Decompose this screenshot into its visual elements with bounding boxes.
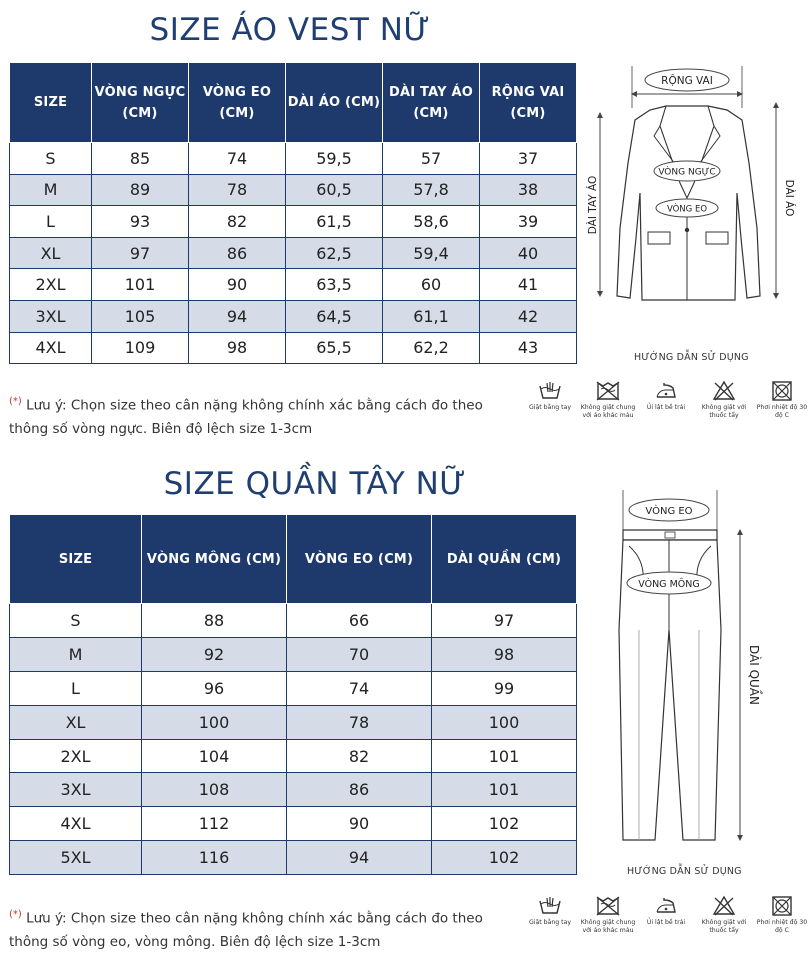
care-label: Ủi lật bề trái xyxy=(646,404,686,411)
care-label: Giặt bằng tay xyxy=(528,919,572,926)
table-row xyxy=(10,604,577,638)
size-cell: 4XL xyxy=(10,332,92,364)
care-label: Phơi nhiệt độ 30 độ C xyxy=(756,404,808,419)
table-row xyxy=(10,637,577,671)
measure-cell: 59,4 xyxy=(383,237,480,269)
vest-care-instructions xyxy=(521,380,811,420)
care-label: Giặt bằng tay xyxy=(528,404,572,411)
size-cell: 3XL xyxy=(10,773,142,807)
table-row xyxy=(10,705,577,739)
measure-cell: 58,6 xyxy=(383,206,480,238)
pants-size-table xyxy=(9,514,577,875)
column-header: VÒNG EO (CM) xyxy=(189,63,286,143)
hand-wash-icon xyxy=(521,895,579,917)
column-header: DÀI ÁO (CM) xyxy=(286,63,383,143)
column-header: VÒNG EO (CM) xyxy=(287,515,432,604)
measure-cell: 90 xyxy=(287,807,432,841)
measure-cell: 74 xyxy=(189,143,286,175)
table-row xyxy=(10,773,577,807)
note-asterisk: (*) xyxy=(9,396,22,407)
size-cell: 4XL xyxy=(10,807,142,841)
size-cell: 2XL xyxy=(10,739,142,773)
measure-cell: 86 xyxy=(189,237,286,269)
table-row xyxy=(10,174,577,206)
length-label: DÀI ÁO xyxy=(783,179,795,217)
measure-cell: 78 xyxy=(287,705,432,739)
measure-cell: 40 xyxy=(480,237,577,269)
measure-cell: 59,5 xyxy=(286,143,383,175)
measure-cell: 57,8 xyxy=(383,174,480,206)
care-label: Ủi lật bề trái xyxy=(646,919,686,926)
measure-cell: 98 xyxy=(432,637,577,671)
measure-cell: 100 xyxy=(142,705,287,739)
care-label: Không giặt chung với áo khác màu xyxy=(580,404,636,419)
size-cell: XL xyxy=(10,705,142,739)
table-row xyxy=(10,332,577,364)
note-asterisk: (*) xyxy=(9,909,22,920)
size-cell: XL xyxy=(10,237,92,269)
column-header: VÒNG NGỰC (CM) xyxy=(92,63,189,143)
vest-size-table xyxy=(9,62,577,364)
pants-table-header xyxy=(10,515,577,604)
column-header: RỘNG VAI (CM) xyxy=(480,63,577,143)
low-iron-icon xyxy=(637,380,695,402)
measure-cell: 66 xyxy=(287,604,432,638)
pants-waist-label: VÒNG EO xyxy=(645,506,693,517)
hand-wash-icon xyxy=(521,380,579,402)
size-cell: L xyxy=(10,671,142,705)
measure-cell: 96 xyxy=(142,671,287,705)
measure-cell: 102 xyxy=(432,807,577,841)
measure-cell: 98 xyxy=(189,332,286,364)
table-row xyxy=(10,269,577,301)
measure-cell: 104 xyxy=(142,739,287,773)
column-header: DÀI QUẦN (CM) xyxy=(432,515,577,604)
column-header: DÀI TAY ÁO (CM) xyxy=(383,63,480,143)
pants-care-instructions xyxy=(521,895,811,935)
vest-measure-diagram xyxy=(580,58,795,308)
table-row xyxy=(10,671,577,705)
column-header: SIZE xyxy=(10,63,92,143)
measure-cell: 37 xyxy=(480,143,577,175)
vest-guide-title: HƯỚNG DẪN SỬ DỤNG xyxy=(634,352,749,363)
care-item xyxy=(695,380,753,420)
measure-cell: 70 xyxy=(287,637,432,671)
measure-cell: 100 xyxy=(432,705,577,739)
size-cell: 3XL xyxy=(10,300,92,332)
measure-cell: 82 xyxy=(287,739,432,773)
measure-cell: 97 xyxy=(92,237,189,269)
measure-cell: 112 xyxy=(142,807,287,841)
measure-cell: 42 xyxy=(480,300,577,332)
measure-cell: 92 xyxy=(142,637,287,671)
column-header: SIZE xyxy=(10,515,142,604)
measure-cell: 62,2 xyxy=(383,332,480,364)
size-cell: 5XL xyxy=(10,841,142,875)
measure-cell: 78 xyxy=(189,174,286,206)
measure-cell: 41 xyxy=(480,269,577,301)
care-item xyxy=(695,895,753,935)
measure-cell: 57 xyxy=(383,143,480,175)
shoulder-label: RỘNG VAI xyxy=(661,75,713,87)
measure-cell: 61,5 xyxy=(286,206,383,238)
care-item xyxy=(579,380,637,420)
measure-cell: 101 xyxy=(432,739,577,773)
measure-cell: 90 xyxy=(189,269,286,301)
measure-cell: 39 xyxy=(480,206,577,238)
table-row xyxy=(10,300,577,332)
measure-cell: 99 xyxy=(432,671,577,705)
care-label: Không giặt chung với áo khác màu xyxy=(580,919,636,934)
measure-cell: 116 xyxy=(142,841,287,875)
table-row xyxy=(10,807,577,841)
care-item xyxy=(637,895,695,935)
table-row xyxy=(10,237,577,269)
measure-cell: 105 xyxy=(92,300,189,332)
care-item xyxy=(753,895,811,935)
measure-cell: 102 xyxy=(432,841,577,875)
measure-cell: 89 xyxy=(92,174,189,206)
measure-cell: 101 xyxy=(92,269,189,301)
no-tumble-dry-icon xyxy=(753,380,811,402)
vest-size-note xyxy=(9,390,489,441)
measure-cell: 93 xyxy=(92,206,189,238)
care-label: Phơi nhiệt độ 30 độ C xyxy=(756,919,808,934)
size-cell: L xyxy=(10,206,92,238)
measure-cell: 60 xyxy=(383,269,480,301)
vest-table-header xyxy=(10,63,577,143)
measure-cell: 43 xyxy=(480,332,577,364)
size-cell: S xyxy=(10,604,142,638)
size-cell: M xyxy=(10,174,92,206)
no-bleach-icon xyxy=(695,380,753,402)
care-item xyxy=(753,380,811,420)
measure-cell: 82 xyxy=(189,206,286,238)
table-row xyxy=(10,206,577,238)
vest-size-title: SIZE ÁO VEST NỮ xyxy=(149,12,431,48)
measure-cell: 97 xyxy=(432,604,577,638)
care-label: Không giặt với thuốc tẩy xyxy=(701,919,747,934)
size-cell: M xyxy=(10,637,142,671)
size-cell: S xyxy=(10,143,92,175)
measure-cell: 74 xyxy=(287,671,432,705)
care-item xyxy=(521,895,579,935)
measure-cell: 101 xyxy=(432,773,577,807)
no-mix-wash-icon xyxy=(579,895,637,917)
care-item xyxy=(521,380,579,420)
pants-measure-diagram xyxy=(585,490,785,860)
measure-cell: 85 xyxy=(92,143,189,175)
care-item xyxy=(579,895,637,935)
care-label: Không giặt với thuốc tẩy xyxy=(701,404,747,419)
measure-cell: 94 xyxy=(287,841,432,875)
pants-guide-title: HƯỚNG DẪN SỬ DỤNG xyxy=(627,866,742,877)
measure-cell: 108 xyxy=(142,773,287,807)
table-row xyxy=(10,739,577,773)
measure-cell: 60,5 xyxy=(286,174,383,206)
measure-cell: 62,5 xyxy=(286,237,383,269)
no-bleach-icon xyxy=(695,895,753,917)
table-row xyxy=(10,143,577,175)
measure-cell: 94 xyxy=(189,300,286,332)
measure-cell: 38 xyxy=(480,174,577,206)
measure-cell: 86 xyxy=(287,773,432,807)
chest-label: VÒNG NGỰC xyxy=(658,167,716,178)
measure-cell: 63,5 xyxy=(286,269,383,301)
table-row xyxy=(10,841,577,875)
waist-label: VÒNG EO xyxy=(666,204,708,215)
measure-cell: 61,1 xyxy=(383,300,480,332)
no-mix-wash-icon xyxy=(579,380,637,402)
measure-cell: 88 xyxy=(142,604,287,638)
pants-size-title: SIZE QUẦN TÂY NỮ xyxy=(163,466,467,502)
sleeve-label: DÀI TAY ÁO xyxy=(587,175,599,235)
measure-cell: 64,5 xyxy=(286,300,383,332)
measure-cell: 109 xyxy=(92,332,189,364)
pants-hip-label: VÒNG MÔNG xyxy=(638,579,700,590)
measure-cell: 65,5 xyxy=(286,332,383,364)
no-tumble-dry-icon xyxy=(753,895,811,917)
pants-size-note xyxy=(9,903,489,954)
pants-note-text: Lưu ý: Chọn size theo cân nặng không chính xác bằng cách đo theo thông số vòng eo, vòng mông. Biên độ lệch size 1-3cm xyxy=(9,910,483,950)
size-cell: 2XL xyxy=(10,269,92,301)
column-header: VÒNG MÔNG (CM) xyxy=(142,515,287,604)
low-iron-icon xyxy=(637,895,695,917)
care-item xyxy=(637,380,695,420)
pants-length-label: DÀI QUẦN xyxy=(747,644,761,706)
vest-note-text: Lưu ý: Chọn size theo cân nặng không chính xác bằng cách đo theo thông số vòng ngực. Biên độ lệch size 1-3cm xyxy=(9,397,483,437)
